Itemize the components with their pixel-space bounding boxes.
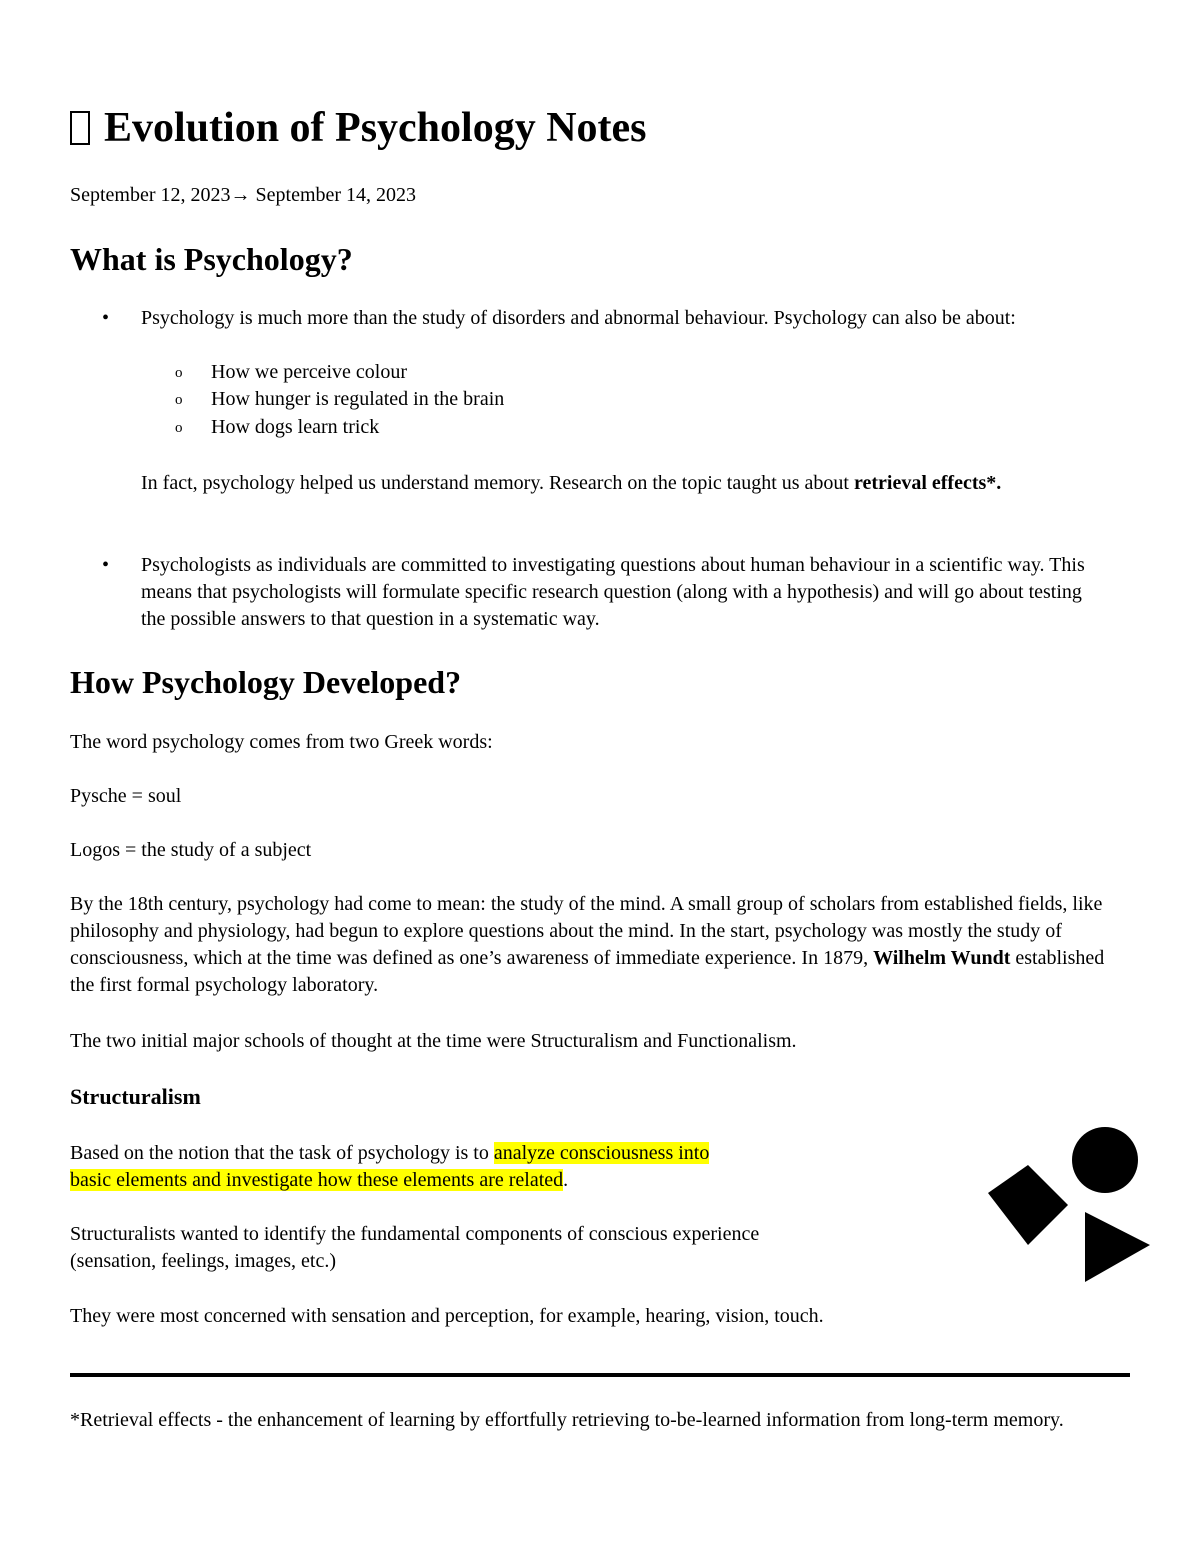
paragraph: The two initial major schools of thought at the time were Structuralism and Functionalism. [70, 1030, 797, 1052]
circle-shape [1072, 1127, 1138, 1193]
paragraph: Logos = the study of a subject [70, 839, 312, 861]
triangle-shape [1085, 1212, 1150, 1282]
paragraph: Pysche = soul [70, 785, 182, 807]
sub-list-item: How dogs learn trick [211, 416, 380, 438]
footnote: *Retrieval effects - the enhancement of learning by effortfully retrieving to-be-learned information from long-term memory. [70, 1409, 1064, 1431]
memory-paragraph [141, 470, 1071, 497]
section-heading-what-is-psychology: What is Psychology? [70, 241, 353, 277]
page-title [70, 98, 647, 158]
history-text-end: established the first formal psychology laboratory. [70, 947, 1105, 996]
highlighted-text: basic elements and investigate how these elements are related [70, 1169, 564, 1191]
highlighted-text: analyze consciousness into [493, 1142, 710, 1164]
bullet-icon: • [102, 307, 110, 329]
retrieval-effects-term: retrieval effects*. [853, 472, 1002, 494]
missing-glyph-icon [70, 111, 90, 145]
period: . [563, 1169, 569, 1191]
page-title-text: Evolution of Psychology Notes [104, 105, 647, 151]
bullet-icon: • [102, 554, 110, 576]
paragraph: The word psychology comes from two Greek words: [70, 731, 493, 753]
date-range: September 12, 2023→ September 14, 2023 [70, 184, 417, 206]
wundt-name: Wilhelm Wundt [873, 947, 1011, 969]
structuralism-text: Based on the notion that the task of psychology is to [70, 1142, 494, 1164]
bullet-text: Psychologists as individuals are committed to investigating questions about human behaviour in a scientific way. This means that psychologists will formulate specific research question (along with a hypothesis) and will go about testing the possible answers to that question in a systematic way. [141, 554, 1085, 630]
sub-bullet-icon: o [175, 420, 183, 436]
history-text: By the 18th century, psychology had come to mean: the study of the mind. A small group of scholars from established fields, like philosophy and physiology, had begun to explore questions about the mind. In the start, psychology was mostly the study of consciousness, which at the time was defined as one’s awareness of immediate experience. In 1879, [70, 893, 1103, 969]
sub-list-item: How we perceive colour [211, 361, 408, 383]
subheading-structuralism: Structuralism [70, 1084, 201, 1109]
memory-text: In fact, psychology helped us understand memory. Research on the topic taught us about [141, 472, 854, 494]
square-shape [988, 1165, 1068, 1245]
structuralism-paragraph [70, 1140, 860, 1194]
history-paragraph [70, 891, 1120, 999]
paragraph: They were most concerned with sensation and perception, for example, hearing, vision, touch. [70, 1305, 824, 1327]
sub-bullet-icon: o [175, 392, 183, 408]
paragraph: Structuralists wanted to identify the fundamental components of conscious experience (sensation, feelings, images, etc.) [70, 1223, 760, 1272]
footnote-divider [70, 1373, 1130, 1377]
shapes-illustration [980, 1120, 1160, 1290]
bullet-text: Psychology is much more than the study of disorders and abnormal behaviour. Psychology can also be about: [141, 307, 1016, 329]
sub-list-item: How hunger is regulated in the brain [211, 388, 505, 410]
sub-bullet-icon: o [175, 365, 183, 381]
section-heading-how-psychology-developed: How Psychology Developed? [70, 664, 462, 700]
